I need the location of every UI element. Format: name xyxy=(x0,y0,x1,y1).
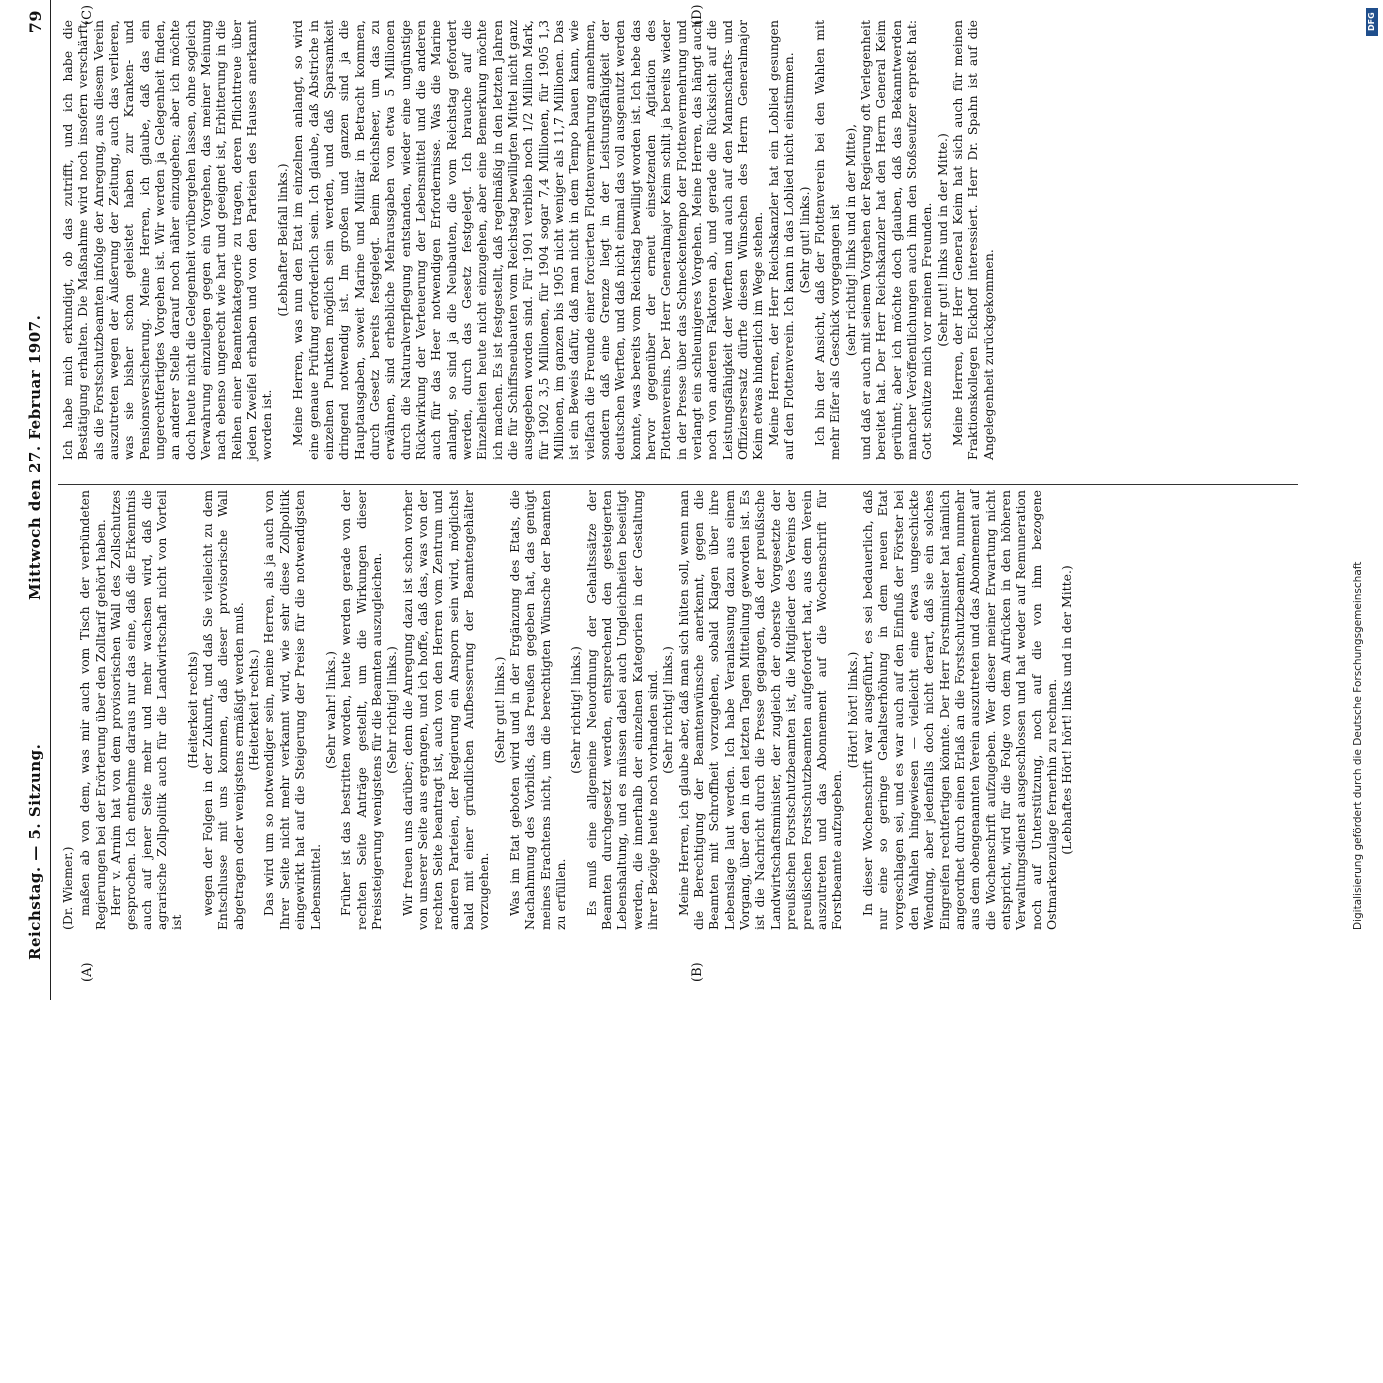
page-number: 79 xyxy=(26,10,45,34)
header-left: Reichstag. — 5. Sitzung. xyxy=(26,743,44,960)
rotated-page-content xyxy=(20,0,1340,1000)
interjection: (Lebhafter Beifall links.) xyxy=(274,163,290,317)
paragraph: Herr v. Arnim hat von dem provisorischen Wall des Zollschutzes gesprochen. Ich entnehme daraus nur das eine, daß die Erkenntnis auch auf jener Seite mehr und mehr wachsen wird, daß die agrarische Zollpolitik auch für die Landwirtschaft nicht von Vorteil ist xyxy=(108,490,185,930)
margin-mark-a: (A) xyxy=(80,962,95,982)
page-header xyxy=(26,0,51,1000)
paragraph: Ich habe mich erkundigt, ob das zutrifft, und ich habe die Bestätigung erhalten. Die Maßnahme wird noch insofern verschärft, als die Forstschutzbeamten infolge der Anregung, aus diesem Verein auszutreten wegen der Äußerung der Zeitung, auch das verlieren, was sie bisher schon geleistet haben zur Kranken- und Pensionsversicherung. Meine Herren, ich glaube, daß das ein ungerechtfertigtes Vorgehen ist. Wir werden ja Gelegenheit finden, an anderer Stelle darauf noch näher einzugehen; aber ich möchte doch heute nicht die Gelegenheit vorübergehen lassen, ohne sogleich Verwahrung einzulegen gegen ein Vorgehen, das meiner Meinung nach ebenso ungerecht wie hart und geeignet ist, Erbitterung in die Reihen einer Beamtenkategorie zu tragen, deren Pflichttreue über jeden Zweifel erhaben und von den Parteien des Hauses anerkannt worden ist. xyxy=(60,20,275,460)
column-divider xyxy=(58,484,1298,485)
right-text-column xyxy=(60,20,996,460)
digitization-note: Digitalisierung gefördert durch die Deutsche Forschungsgemeinschaft xyxy=(1352,561,1364,930)
paragraph: Wir freuen uns darüber; denn die Anregung dazu ist schon vorher von unserer Seite aus ergangen, und ich hoffe, daß das, was von der rechten Seite beantragt ist, auch von den Herren vom Zentrum und anderen Parteien, der Regierung ein Ansporn sein wird, möglichst bald mit einer gründlichen Aufbesserung der Beamtengehälter vorzugehen. xyxy=(399,490,492,930)
paragraph: Meine Herren, der Herr General Keim hat sich auch für meinen Fraktionskollegen Eickhoff interessiert. Herr Dr. Spahn ist auf die Angelegenheit zurückgekommen. xyxy=(949,20,996,460)
interjection: (Heiterkeit rechts.) xyxy=(246,649,262,771)
speaker-label: (Dr. Wiemer.) xyxy=(60,846,75,930)
paragraph: Meine Herren, der Herr Reichskanzler hat ein Loblied gesungen auf den Flottenverein. Ich kann in das Loblied nicht einstimmen. xyxy=(765,20,797,460)
interjection: (Hört! hört! links.) xyxy=(844,651,860,769)
interjection: (Sehr richtig! links.) xyxy=(568,646,584,774)
interjection: (Lebhaftes Hört! hört! links und in der Mitte.) xyxy=(1059,565,1075,855)
interjection: (Sehr gut! links.) xyxy=(491,656,507,764)
interjection: (Sehr richtig! links.) xyxy=(660,646,676,774)
paragraph: Früher ist das bestritten worden, heute werden gerade von der rechten Seite Anträge gestellt, um die Wirkungen dieser Preissteigerung wenigstens für die Beamten auszugleichen. xyxy=(338,490,384,930)
interjection: (Heiterkeit rechts) xyxy=(184,651,200,769)
margin-mark-c: (C) xyxy=(80,4,95,25)
margin-mark-b: (B) xyxy=(690,962,705,982)
header-date: Mittwoch den 27. Februar 1907. xyxy=(26,314,44,600)
paragraph: maßen ab von dem, was mir auch vom Tisch der verbündeten Regierungen bei der Erörterung über den Zolltarif gehört haben. xyxy=(77,490,108,930)
paragraph: und daß er auch mit seinem Vorgehen der Regierung oft Verlegenheit bereitet hat. Der Herr Reichskanzler hat den Herrn General Keim gerühmt; aber ich möchte doch glauben, daß das Bekanntwerden mancher Veröffentlichungen auch ihm den Stoßseufzer erpreßt hat: Gott schütze mich vor meinen Freunden. xyxy=(857,20,935,460)
margin-mark-d: (D) xyxy=(690,4,705,25)
paragraph: wegen der Folgen in der Zukunft, und daß Sie vielleicht zu dem Entschlusse mit uns kommen, daß dieser provisorische Wall abgetragen oder wenigstens ermäßigt werden muß. xyxy=(200,490,246,930)
paragraph: Meine Herren, ich glaube aber, daß man sich hüten soll, wenn man die Berechtigung der Beamtenwünsche anerkennt, gegen die Beamten mit Schroffheit vorzugehen, sobald Klagen über ihre Lebenslage laut werden. Ich habe Veranlassung dazu aus einem Vorgang, über den in den letzten Tagen Mitteilung geworden ist. Es ist die Nachricht durch die Presse gegangen, daß der preußische Landwirtschaftsminister, der zugleich der oberste Vorgesetzte der preußischen Forstschutzbeamten ist, die Mitglieder des Vereins der preußischen Forstschutzbeamten aufgefordert hat, aus dem Verein auszutreten und das Abonnement auf die Wochenschrift für Forstbeamte aufzugeben. xyxy=(675,490,845,930)
interjection: (Sehr gut! links und in der Mitte.) xyxy=(934,133,950,347)
paragraph: Was im Etat geboten wird und in der Ergänzung des Etats, die Nachahmung des Vorbilds, das Preußen gegeben hat, das genügt meines Erachtens nicht, um die berechtigten Wünsche der Beamten zu erfüllen. xyxy=(506,490,568,930)
dfg-logo: DFG xyxy=(1366,8,1378,36)
paragraph: Ich bin der Ansicht, daß der Flottenverein bei den Wahlen mit mehr Eifer als Geschick vorgegangen ist xyxy=(811,20,843,460)
paragraph: In dieser Wochenschrift war ausgeführt, es sei bedauerlich, daß nur eine so geringe Gehaltserhöhung in dem neuen Etat vorgeschlagen sei, und es war auch auf den Einfluß der Förster bei den Wahlen hingewiesen — vielleicht eine etwas ungeschickte Wendung, aber jedenfalls doch nicht derart, daß sie ein solches Eingreifen rechtfertigen könnte. Der Herr Forstminister hat nämlich angeordnet durch einen Erlaß an die Forstschutzbeamten, nunmehr aus dem obengenannten Verein auszutreten und das Abonnement auf die Wochenschrift aufzugeben. Wer dieser meiner Erwartung nicht entspricht, wird für die Folge von dem Aufrücken in den höheren Verwaltungsdienst ausgeschlossen und hat weder auf Remuneration noch auf Unterstützung, noch auf die von ihm bezogene Ostmarkenzulage fernerhin zu rechnen. xyxy=(859,490,1059,930)
interjection: (sehr richtig! links und in der Mitte), xyxy=(842,123,858,357)
interjection: (Sehr gut! links.) xyxy=(796,186,812,294)
interjection: (Sehr wahr! links.) xyxy=(322,651,338,769)
left-text-column xyxy=(60,490,1075,930)
paragraph: Das wird um so notwendiger sein, meine Herren, als ja auch von Ihrer Seite nicht mehr verkannt wird, wie sehr diese Zollpolitik eingewirkt hat auf die Steigerung der Preise für die notwendigsten Lebensmittel. xyxy=(261,490,323,930)
paragraph: Meine Herren, was nun den Etat im einzelnen anlangt, so wird eine genaue Prüfung erforderlich sein. Ich glaube, daß Abstriche in einzelnen Punkten möglich sein werden, und daß Sparsamkeit dringend notwendig ist. Im großen und ganzen sind ja die Hauptausgaben, soweit Marine und Militär in Betracht kommen, durch Gesetz bereits festgelegt. Beim Reichsheer, um das zu erwähnen, sind erhebliche Mehrausgaben von etwa 5 Millionen durch die Naturalverpflegung entstanden, wieder eine ungünstige Rückwirkung der Verteuerung der Lebensmittel und die anderen auch für das Heer notwendigen Erfordernisse. Was die Marine anlangt, so sind ja die Neubauten, die vom Reichstag gefordert werden, durch das Gesetz festgelegt. Ich brauche auf die Einzelheiten heute nicht einzugehen, aber eine Bemerkung möchte ich machen. Es ist festgestellt, daß regelmäßig in den letzten Jahren die für Schiffsneubauten vom Reichstag bewilligten Mittel nicht ganz ausgegeben worden sind. Für 1901 verblieb noch 1/2 Million Mark, für 1902 3,5 Millionen, für 1904 sogar 7,4 Millionen, für 1905 1,3 Millionen, im ganzen bis 1905 nicht weniger als 11,7 Millionen. Das ist ein Beweis dafür, daß man nicht in dem Tempo bauen kann, wie vielfach die Freunde einer forcierten Flottenvermehrung annehmen, sondern daß eine Grenze liegt in der Leistungsfähigkeit der deutschen Werften, und daß nicht einmal das voll ausgenutzt werden konnte, was bereits vom Reichstag bewilligt worden ist. Ich hebe das hervor gegenüber der erneut einsetzenden Agitation des Flottenvereins. Der Herr Generalmajor Keim schilt ja bereits wieder in der Presse über das Schneckentempo der Flottenvermehrung und verlangt ein schleunigeres Vorgehen. Meine Herren, das hängt auch noch von anderen Faktoren ab, und gerade die Rücksicht auf die Leistungsfähigkeit der Werften und auch auf den Mannschafts- und Offiziersersatz dürfte diesen Wünschen des Herrn Generalmajor Keim etwas hinderlich im Wege stehen. xyxy=(290,20,766,460)
paragraph: Es muß eine allgemeine Neuordnung der Gehaltssätze der Beamten durchgesetzt werden, entsprechend den gesteigerten Lebenshaltung, und es müssen dabei auch Ungleichheiten beseitigt werden, die innerhalb der einzelnen Kategorien in der Gestaltung ihrer Bezüge heute noch vorhanden sind. xyxy=(583,490,661,930)
interjection: (Sehr richtig! links.) xyxy=(384,646,400,774)
